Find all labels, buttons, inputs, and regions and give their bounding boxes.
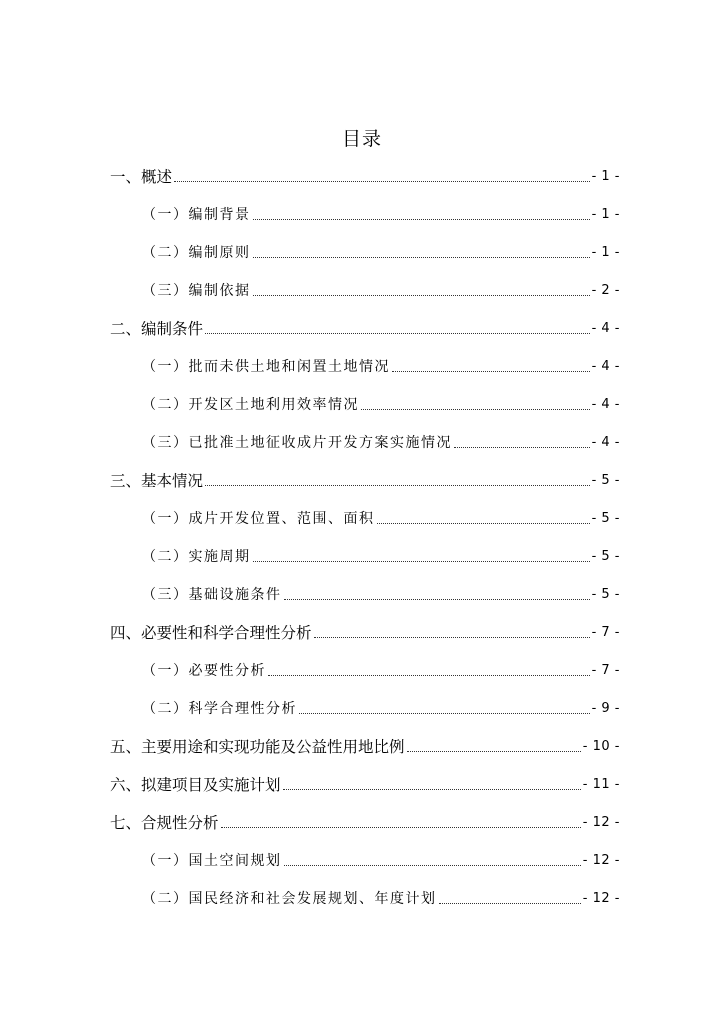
dot-leader xyxy=(377,523,590,524)
toc-chapter-entry[interactable] xyxy=(110,164,620,186)
toc-section-entry[interactable] xyxy=(142,202,620,224)
dot-leader xyxy=(361,409,590,410)
toc-page-number: - 5 - xyxy=(591,473,620,488)
dot-leader xyxy=(284,865,581,866)
toc-entry-label: 七、合规性分析 xyxy=(110,814,219,832)
toc-page-number: - 7 - xyxy=(591,663,620,678)
toc-page-number: - 4 - xyxy=(591,397,620,412)
toc-chapter-entry[interactable] xyxy=(110,810,620,832)
dot-leader xyxy=(407,751,581,752)
toc-section-entry[interactable] xyxy=(142,886,620,908)
toc-entry-label: 二、编制条件 xyxy=(110,320,204,338)
dot-leader xyxy=(253,295,590,296)
toc-entry-label: （二）实施周期 xyxy=(142,549,251,565)
toc-page-number: - 2 - xyxy=(591,283,620,298)
toc-section-entry[interactable] xyxy=(142,582,620,604)
toc-page-number: - 1 - xyxy=(591,207,620,222)
dot-leader xyxy=(221,827,581,828)
toc-chapter-entry[interactable] xyxy=(110,316,620,338)
toc-entry-label: （一）编制背景 xyxy=(142,207,251,223)
dot-leader xyxy=(454,447,590,448)
toc-page-number: - 12 - xyxy=(582,815,620,830)
dot-leader xyxy=(205,333,590,334)
dot-leader xyxy=(392,371,590,372)
toc-entry-label: （一）国土空间规划 xyxy=(142,853,282,869)
toc-section-entry[interactable] xyxy=(142,696,620,718)
toc-section-entry[interactable] xyxy=(142,430,620,452)
toc-section-entry[interactable] xyxy=(142,278,620,300)
toc-page-number: - 12 - xyxy=(582,891,620,906)
toc-page-number: - 1 - xyxy=(591,169,620,184)
toc-page-number: - 11 - xyxy=(582,777,620,792)
toc-section-entry[interactable] xyxy=(142,848,620,870)
toc-entry-label: （一）成片开发位置、范围、面积 xyxy=(142,511,375,527)
toc-entry-label: （二）科学合理性分析 xyxy=(142,701,297,717)
toc-chapter-entry[interactable] xyxy=(110,468,620,490)
toc-page-number: - 1 - xyxy=(591,245,620,260)
toc-entry-label: 四、必要性和科学合理性分析 xyxy=(110,624,312,642)
dot-leader xyxy=(284,599,590,600)
toc-entry-label: （三）已批准土地征收成片开发方案实施情况 xyxy=(142,435,452,451)
dot-leader xyxy=(205,485,590,486)
dot-leader xyxy=(174,181,590,182)
toc-page-number: - 9 - xyxy=(591,701,620,716)
dot-leader xyxy=(439,903,581,904)
toc-entry-label: （二）开发区土地利用效率情况 xyxy=(142,397,359,413)
toc-entry-label: （三）编制依据 xyxy=(142,283,251,299)
toc-page-number: - 5 - xyxy=(591,511,620,526)
toc-entry-label: 三、基本情况 xyxy=(110,472,204,490)
toc-page-number: - 4 - xyxy=(591,435,620,450)
toc-section-entry[interactable] xyxy=(142,544,620,566)
toc-section-entry[interactable] xyxy=(142,658,620,680)
toc-page-number: - 5 - xyxy=(591,549,620,564)
toc-page-number: - 10 - xyxy=(582,739,620,754)
toc-section-entry[interactable] xyxy=(142,392,620,414)
toc-page-number: - 4 - xyxy=(591,359,620,374)
toc-entry-label: 六、拟建项目及实施计划 xyxy=(110,776,281,794)
toc-chapter-entry[interactable] xyxy=(110,620,620,642)
toc-entry-label: （二）编制原则 xyxy=(142,245,251,261)
toc-entry-label: （二）国民经济和社会发展规划、年度计划 xyxy=(142,891,437,907)
toc-entry-label: 一、概述 xyxy=(110,168,173,186)
toc-entry-label: 五、主要用途和实现功能及公益性用地比例 xyxy=(110,738,405,756)
toc-page-number: - 5 - xyxy=(591,587,620,602)
toc-page-number: - 4 - xyxy=(591,321,620,336)
toc-entry-label: （三）基础设施条件 xyxy=(142,587,282,603)
dot-leader xyxy=(268,675,590,676)
toc-section-entry[interactable] xyxy=(142,506,620,528)
page-title: 目录 xyxy=(341,128,382,150)
toc-chapter-entry[interactable] xyxy=(110,772,620,794)
toc-section-entry[interactable] xyxy=(142,354,620,376)
toc-entry-label: （一）批而未供土地和闲置土地情况 xyxy=(142,359,390,375)
dot-leader xyxy=(253,219,590,220)
dot-leader xyxy=(299,713,590,714)
toc-page-number: - 12 - xyxy=(582,853,620,868)
toc-chapter-entry[interactable] xyxy=(110,734,620,756)
dot-leader xyxy=(314,637,590,638)
dot-leader xyxy=(253,257,590,258)
toc-page-number: - 7 - xyxy=(591,625,620,640)
dot-leader xyxy=(283,789,581,790)
toc-section-entry[interactable] xyxy=(142,240,620,262)
dot-leader xyxy=(253,561,590,562)
toc-entry-label: （一）必要性分析 xyxy=(142,663,266,679)
